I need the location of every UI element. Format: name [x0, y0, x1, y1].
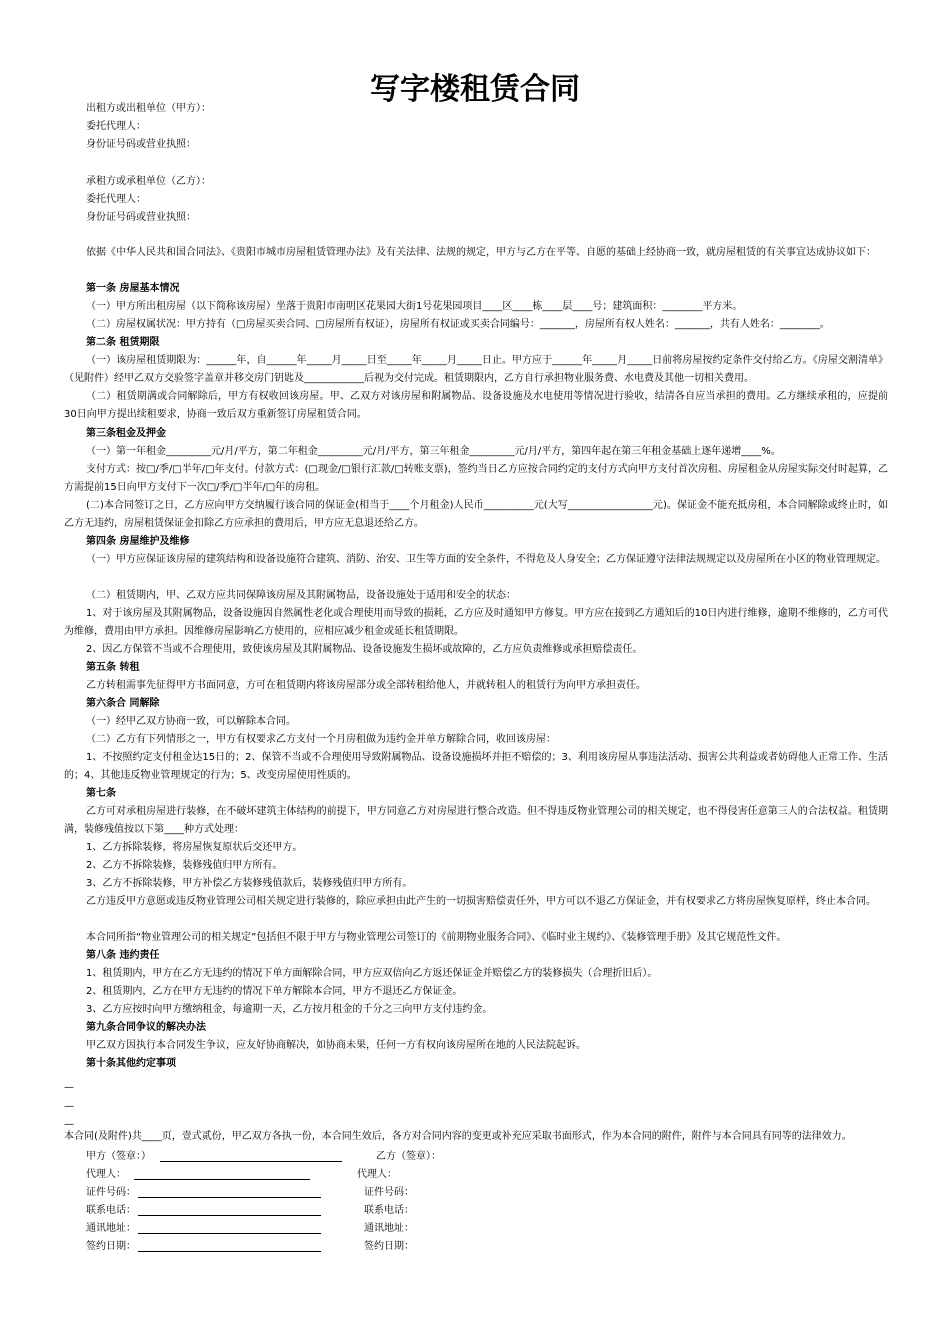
section-5-title: 第五条 转租	[86, 662, 140, 673]
party-b-phone-label: 联系电话：	[364, 1205, 414, 1216]
section-7-item-3: 3、乙方不拆除装修，甲方补偿乙方装修残值款后，装修残值归甲方所有。	[86, 878, 413, 889]
section-3-payment: 支付方式：按□/季/□半年/□年支付。付款方式：(□现金/□银行汇款/□转账支票)，签约当日乙方应按合同约定的支付方式向甲方支付首次房租、房屋租金从房屋实际交付时起算，乙方需提前15日向甲方支付下一次□/季/□半年/□年的房租。	[64, 464, 888, 493]
lessee-name-label: 承租方或承租单位（乙方）：	[86, 176, 211, 187]
section-4-clause-1: （一）甲方应保证该房屋的建筑结构和设备设施符合建筑、消防、治安、卫生等方面的安全条件，不得危及人身安全；乙方保证遵守法律法规规定以及房屋所在小区的物业管理规定。	[86, 554, 886, 565]
section-8-title: 第八条 违约责任	[86, 950, 160, 961]
section-4-item-1: 1、对于该房屋及其附属物品，设备设施因自然属性老化或合理使用而导致的损耗，乙方应及时通知甲方修复。甲方应在接到乙方通知后的10日内进行维修，逾期不维修的，乙方可代为维修，费用由甲方承担。因维修房屋影响乙方使用的，应相应减少租金或延长租赁期限。	[64, 608, 888, 637]
party-b-date-label: 签约日期：	[364, 1241, 414, 1252]
section-7-title: 第七条	[86, 788, 116, 799]
section-6-clause-2: （二）乙方有下列情形之一，甲方有权要求乙方支付一个月房租做为违约金并单方解除合同，收回该房屋：	[86, 734, 556, 745]
lessee-agent-label: 委托代理人：	[86, 194, 146, 205]
section-9-title: 第九条合同争议的解决办法	[86, 1022, 206, 1033]
section-4-clause-2: （二）租赁期内，甲、乙双方应共同保障该房屋及其附属物品，设备设施处于适用和安全的状态：	[86, 590, 516, 601]
lessor-name-label: 出租方或出租单位（甲方）：	[86, 103, 211, 114]
party-a-id-label: 证件号码：	[86, 1187, 136, 1198]
party-a-date-line	[138, 1251, 321, 1252]
section-1-title: 第一条 房屋基本情况	[86, 283, 180, 294]
section-1-clause-2: （二）房屋权属状况：甲方持有（□房屋买卖合同、□房屋所有权证），房屋所有权证或买卖合同编号：_______，房屋所有权人姓名：_______，共有人姓名：________。	[86, 319, 830, 330]
intro-paragraph: 依据《中华人民共和国合同法》、《贵阳市城市房屋租赁管理办法》及有关法律、法规的规定，甲方与乙方在平等、自愿的基础上经协商一致，就房屋租赁的有关事宜达成协议如下：	[86, 247, 876, 258]
section-1-clause-1: （一）甲方所出租房屋（以下简称该房屋）坐落于贵阳市南明区花果园大街1号花果园项目____区____栋____层____号；建筑面积：________平方米。	[86, 301, 743, 312]
section-7-item-2: 2、乙方不拆除装修，装修残值归甲方所有。	[86, 860, 283, 871]
blank-line-1: —	[64, 1082, 74, 1093]
party-a-address-line	[138, 1233, 321, 1234]
section-2-clause-1: （一）该房屋租赁期限为：______年，自______年_____月_____日至_____年_____月_____日止。甲方应于______年_____月_____日前将房屋按约定条件交付给乙方。《房屋交割清单》（见附件）经甲乙双方交验签字盖章并移交房门钥匙及____________后视为交付完成。租赁期限内，乙方自行承担物业服务费、水电费及其他一切相关费用。	[64, 355, 888, 384]
section-2-clause-2: （二）租赁期满或合同解除后，甲方有权收回该房屋。甲、乙双方对该房屋和附属物品、设备设施及水电使用等情况进行验收，结清各自应当承担的费用。乙方继续承租的，应提前30日向甲方提出续租要求，协商一致后双方重新签订房屋租赁合同。	[64, 391, 888, 420]
party-a-agent-line	[134, 1179, 310, 1180]
party-b-id-label: 证件号码：	[364, 1187, 414, 1198]
section-2-title: 第二条 租赁期限	[86, 337, 160, 348]
party-b-address-label: 通讯地址：	[364, 1223, 414, 1234]
section-6-clause-1: （一）经甲乙双方协商一致，可以解除本合同。	[86, 716, 296, 727]
lessor-id-label: 身份证号码或营业执照：	[86, 139, 196, 150]
party-a-phone-label: 联系电话：	[86, 1205, 136, 1216]
section-5-text: 乙方转租需事先征得甲方书面同意，方可在租赁期内将该房屋部分或全部转租给他人，并就转租人的租赁行为向甲方承担责任。	[86, 680, 646, 691]
section-3-clause-1: （一）第一年租金_________元/月/平方，第二年租金_________元/月/平方，第三年租金_________元/月/平方，第四年起在第三年租金基础上逐年递增____%。	[86, 446, 781, 457]
party-b-signature-label: 乙方（签章）：	[376, 1151, 441, 1162]
section-6-items: 1、不按照约定支付租金达15日的；2、保管不当或不合理使用导致附属物品、设备设施损坏并拒不赔偿的；3、利用该房屋从事违法活动、损害公共利益或者妨碍他人正常工作、生活的；4、其他违反物业管理规定的行为；5、改变房屋使用性质的。	[64, 752, 888, 781]
section-8-item-2: 2、租赁期内，乙方在甲方无违约的情况下单方解除本合同，甲方不退还乙方保证金。	[86, 986, 463, 997]
lessee-id-label: 身份证号码或营业执照：	[86, 212, 196, 223]
section-7-definition: 本合同所指“物业管理公司的相关规定”包括但不限于甲方与物业管理公司签订的《前期物业服务合同》、《临时业主规约》、《装修管理手册》及其它规范性文件。	[86, 932, 787, 943]
section-4-title: 第四条 房屋维护及维修	[86, 536, 190, 547]
section-9-text: 甲乙双方因执行本合同发生争议，应友好协商解决，如协商未果，任何一方有权向该房屋所在地的人民法院起诉。	[86, 1040, 586, 1051]
blank-line-3: —	[64, 1119, 74, 1130]
contract-title: 写字楼租赁合同	[370, 72, 580, 107]
section-3-title: 第三条租金及押金	[86, 428, 166, 439]
section-8-item-1: 1、租赁期内，甲方在乙方无违约的情况下单方面解除合同，甲方应双倍向乙方返还保证金并赔偿乙方的装修损失（合理折旧后）。	[86, 968, 658, 979]
lessor-agent-label: 委托代理人：	[86, 121, 146, 132]
party-a-address-label: 通讯地址：	[86, 1223, 136, 1234]
party-a-signature-line	[160, 1161, 342, 1162]
section-8-item-3: 3、乙方应按时向甲方缴纳租金，每逾期一天，乙方按月租金的千分之三向甲方支付违约金。	[86, 1004, 493, 1015]
section-4-item-2: 2、因乙方保管不当或不合理使用，致使该房屋及其附属物品、设备设施发生损坏或故障的，乙方应负责维修或承担赔偿责任。	[86, 644, 643, 655]
section-7-violation: 乙方违反甲方意愿或违反物业管理公司相关规定进行装修的，除应承担由此产生的一切损害赔偿责任外，甲方可以不退乙方保证金，并有权要求乙方将房屋恢复原样，终止本合同。	[86, 896, 876, 907]
blank-line-2: —	[64, 1101, 74, 1112]
party-a-id-line	[138, 1197, 321, 1198]
section-6-title: 第六条合 同解除	[86, 698, 160, 709]
party-a-signature-label: 甲方（签章：）	[86, 1151, 151, 1162]
section-7-item-1: 1、乙方拆除装修，将房屋恢复原状后交还甲方。	[86, 842, 303, 853]
section-10-title: 第十条其他约定事项	[86, 1058, 176, 1069]
section-3-clause-2: (二)本合同签订之日，乙方应向甲方交纳履行该合同的保证金(相当于____个月租金)人民币__________元(大写_________________元)。保证金不能充抵房租，本合同解除或终止时，如乙方无违约，房屋租赁保证金扣除乙方应承担的费用后，甲方应无息退还给乙方。	[64, 500, 888, 529]
party-a-phone-line	[138, 1215, 321, 1216]
section-7-text: 乙方可对承租房屋进行装修，在不破坏建筑主体结构的前提下，甲方同意乙方对房屋进行整合改造。但不得违反物业管理公司的相关规定，也不得侵害任意第三人的合法权益。租赁期满，装修残值按以下第____种方式处理：	[64, 806, 888, 835]
party-a-date-label: 签约日期：	[86, 1241, 136, 1252]
party-b-agent-label: 代理人：	[357, 1169, 397, 1180]
closing-paragraph: 本合同(及附件)共____页，壹式贰份，甲乙双方各执一份，本合同生效后，各方对合同内容的变更或补充应采取书面形式，作为本合同的附件，附件与本合同具有同等的法律效力。	[64, 1131, 852, 1142]
party-a-agent-label: 代理人：	[86, 1169, 126, 1180]
